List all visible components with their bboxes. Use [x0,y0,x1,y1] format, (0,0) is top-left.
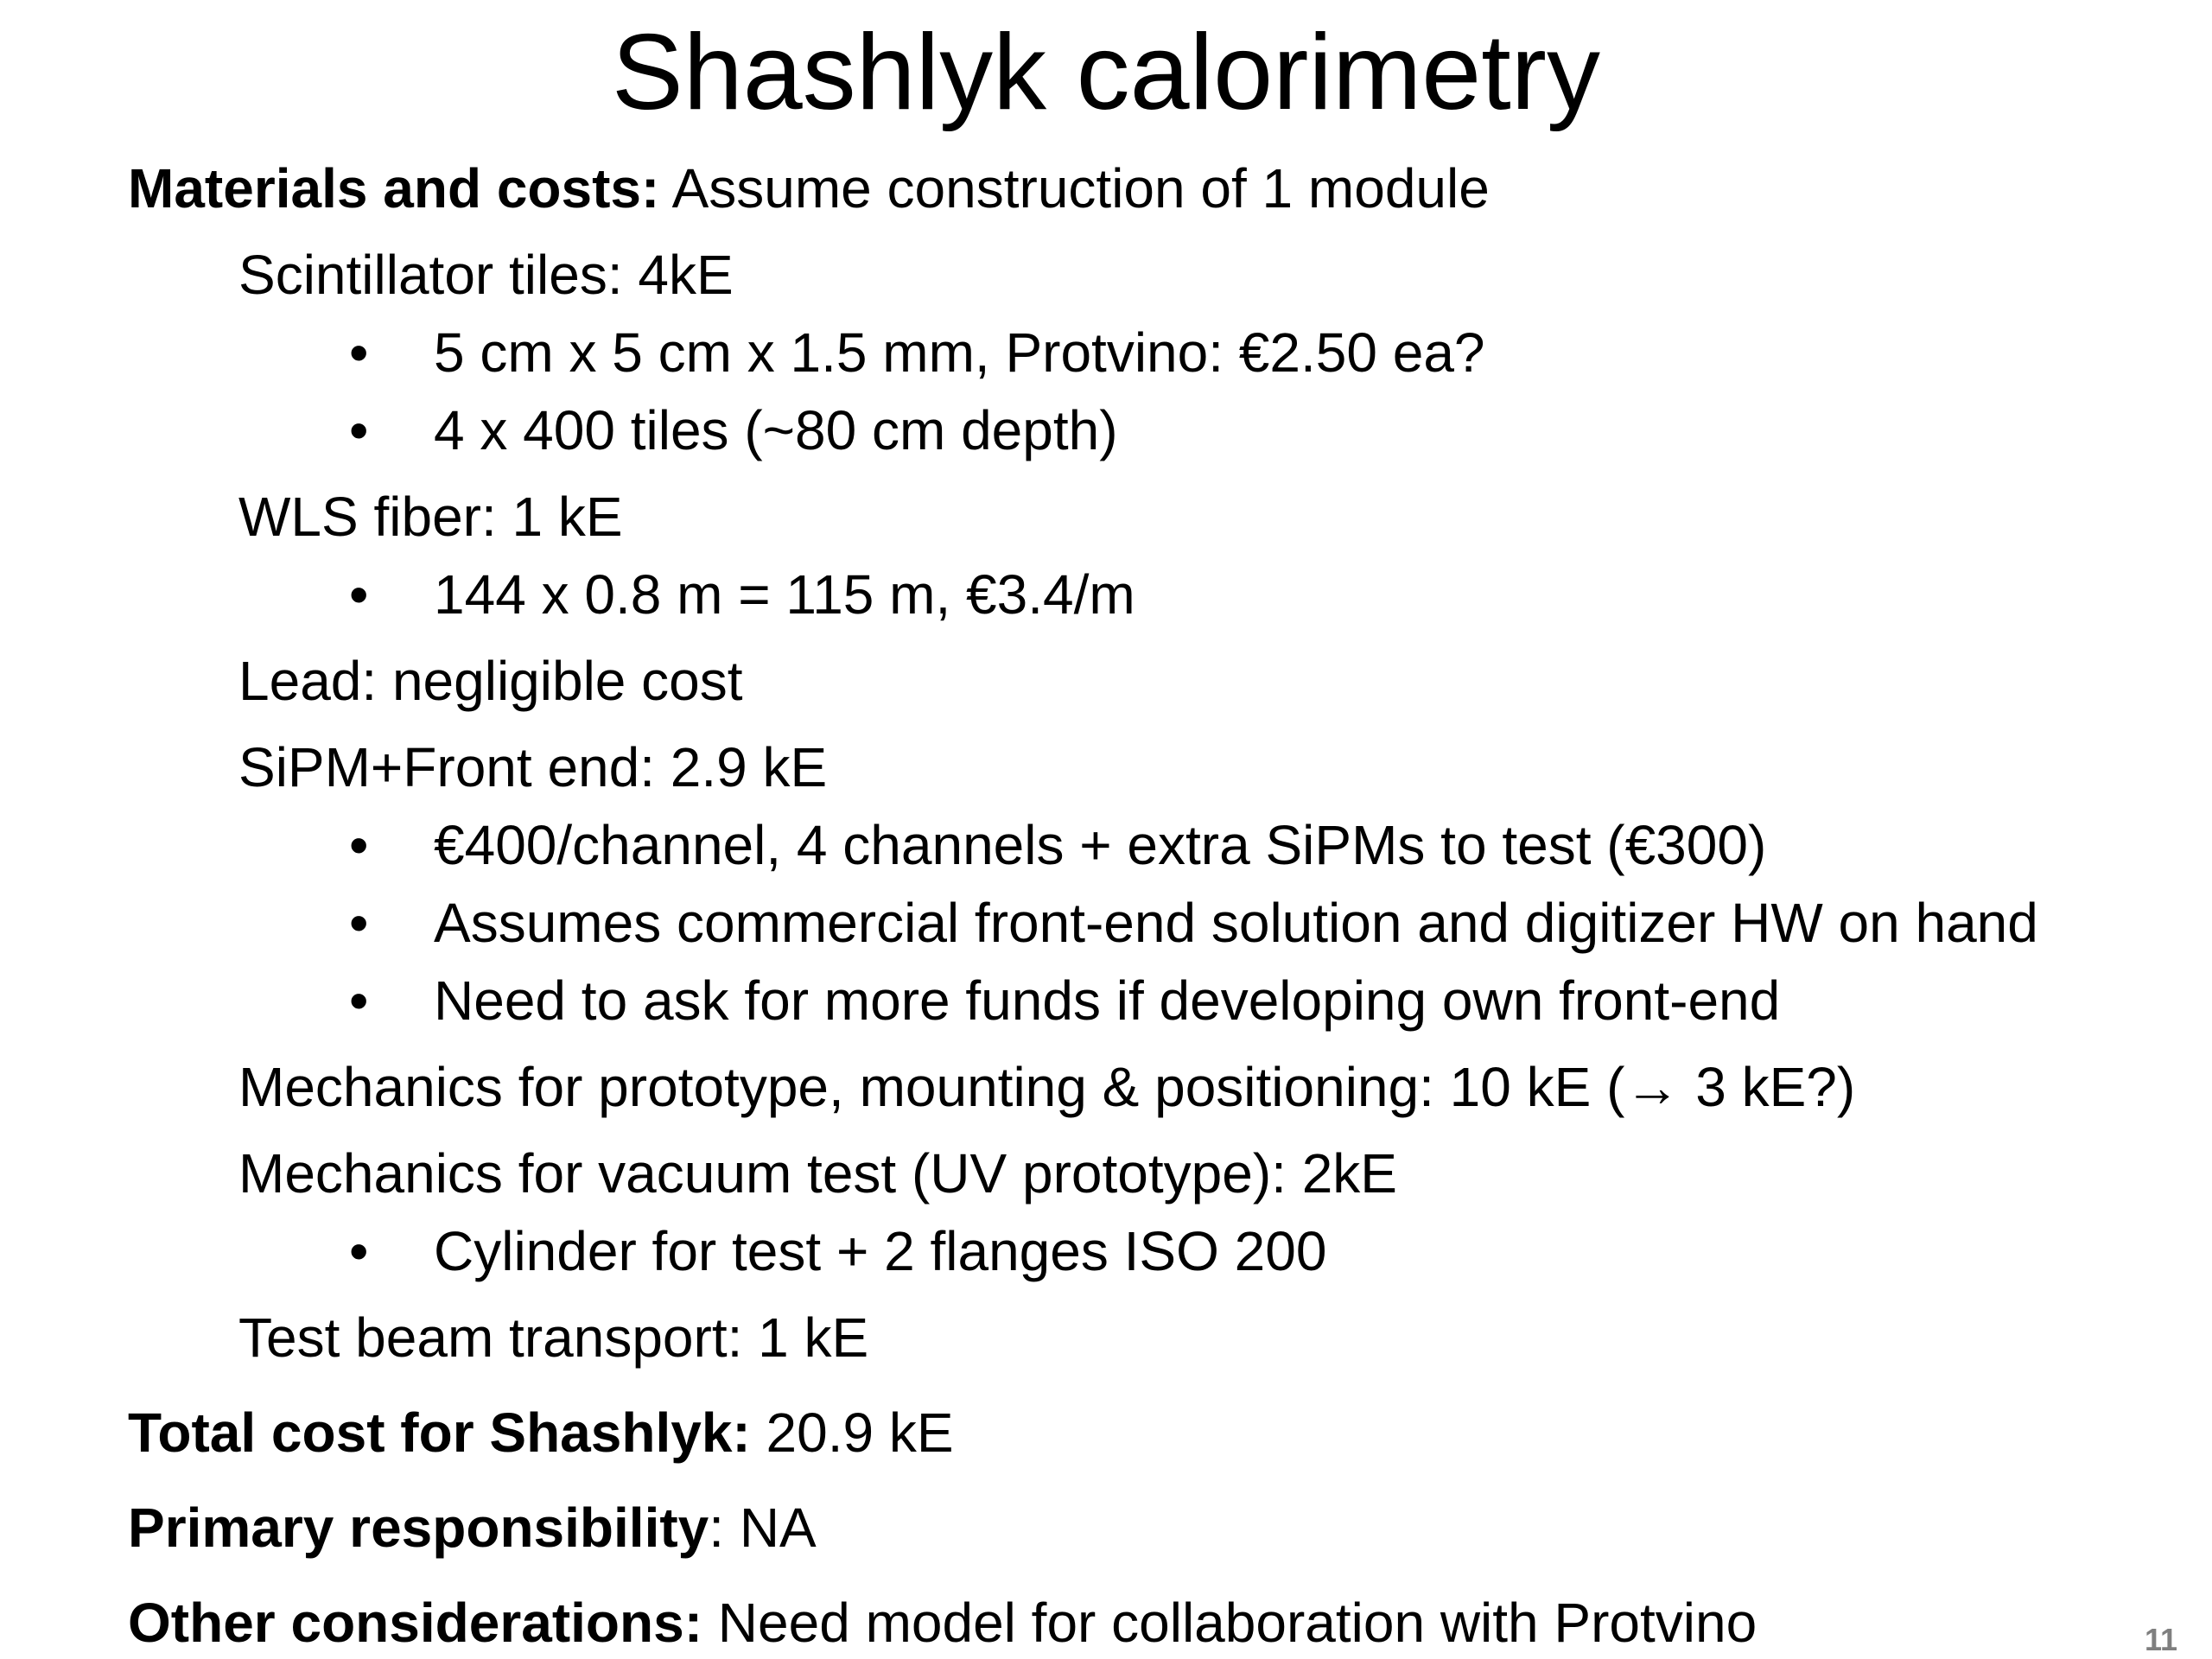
materials-line [128,154,1490,223]
slide-title: Shashlyk calorimetry [612,13,1600,132]
sipm-bullet-3: Need to ask for more funds if developing own front-end [434,969,1781,1032]
wls-item: WLS fiber: 1 kE [238,486,623,548]
wls-bullet-1: 144 x 0.8 m = 115 m, €3.4/m [434,563,1135,626]
materials-text: Assume construction of 1 module [671,157,1490,219]
bullet-glyph: • [349,814,369,876]
bullet-glyph: • [349,321,369,384]
mechanics-vacuum-bullet-1: Cylinder for test + 2 flanges ISO 200 [434,1220,1327,1282]
total-label: Total cost for Shashlyk: [128,1402,751,1464]
scintillator-item: Scintillator tiles: 4kE [238,244,734,306]
bullet-glyph: • [349,563,369,626]
total-text: 20.9 kE [766,1402,954,1464]
mechanics-prototype-item: Mechanics for prototype, mounting & positioning: 10 kE (→ 3 kE?) [238,1056,1856,1118]
page-number: 11 [2144,1622,2177,1657]
other-label: Other considerations: [128,1592,702,1654]
other-line [128,1588,1757,1657]
responsibility-label: Primary responsibility [128,1497,709,1559]
responsibility-text: : NA [709,1497,817,1559]
scintillator-bullet-1: 5 cm x 5 cm x 1.5 mm, Protvino: €2.50 ea? [434,321,1485,384]
total-line [128,1398,954,1467]
sipm-bullet-2: Assumes commercial front-end solution and digitizer HW on hand [434,892,2038,954]
scintillator-bullet-2: 4 x 400 tiles (~80 cm depth) [434,399,1118,461]
materials-label: Materials and costs: [128,157,660,219]
bullet-glyph: • [349,969,369,1032]
responsibility-line [128,1493,817,1562]
mechanics-vacuum-item: Mechanics for vacuum test (UV prototype): 2kE [238,1142,1397,1205]
sipm-bullet-1: €400/channel, 4 channels + extra SiPMs to test (€300) [434,814,1767,876]
bullet-glyph: • [349,892,369,954]
sipm-item: SiPM+Front end: 2.9 kE [238,736,828,798]
bullet-glyph: • [349,1220,369,1282]
test-beam-item: Test beam transport: 1 kE [238,1306,869,1369]
lead-item: Lead: negligible cost [238,650,743,712]
bullet-glyph: • [349,399,369,461]
other-text: Need model for collaboration with Protvino [717,1592,1758,1654]
